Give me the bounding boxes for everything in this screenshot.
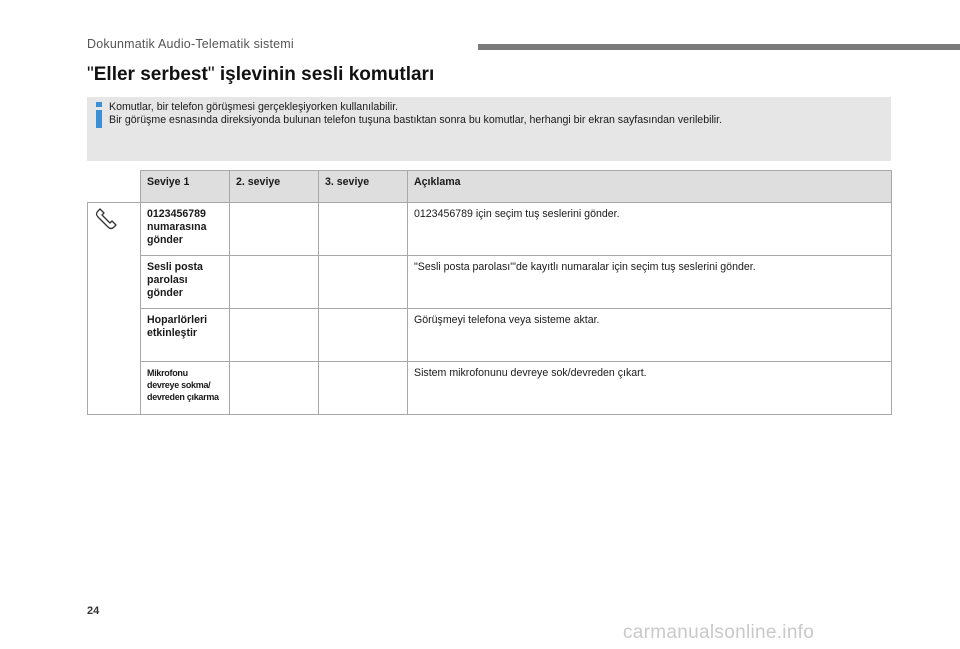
table-row: [88, 256, 892, 309]
table-header-blank: [88, 171, 141, 203]
phone-handset-icon: [94, 208, 120, 232]
row2-level1-line3: gönder: [147, 287, 183, 299]
table-row: [88, 203, 892, 256]
row2-level3: [319, 256, 408, 309]
phone-icon-cell: [88, 203, 141, 415]
info-line-1: Komutlar, bir telefon görüşmesi gerçekleşiyorken kullanılabilir.: [109, 101, 399, 113]
row4-level1-line3: devreden çıkarma: [147, 392, 219, 402]
row2-level2: [230, 256, 319, 309]
table-header-row: [88, 171, 892, 203]
row4-description: Sistem mikrofonunu devreye sok/devreden çıkart.: [408, 362, 892, 415]
row3-level3: [319, 309, 408, 362]
header-bar: [478, 44, 960, 50]
table-header-level1: Seviye 1: [141, 171, 230, 203]
info-box: [87, 97, 891, 161]
info-text: [109, 101, 722, 126]
row1-description: 0123456789 için seçim tuş seslerini gönder.: [408, 203, 892, 256]
table-header-level3: 3. seviye: [319, 171, 408, 203]
header-title: Dokunmatik Audio-Telematik sistemi: [87, 37, 294, 51]
page-number: 24: [87, 605, 100, 617]
table-row: [88, 362, 892, 415]
row2-level1: [141, 256, 230, 309]
row4-level1-line2: devreye sokma/: [147, 380, 211, 390]
info-icon: [92, 102, 106, 128]
row4-level3: [319, 362, 408, 415]
section-title: [87, 64, 434, 86]
row2-description: "Sesli posta parolası"'de kayıtlı numaralar için seçim tuş seslerini gönder.: [408, 256, 892, 309]
quote-open: ": [87, 64, 94, 85]
row3-level2: [230, 309, 319, 362]
table-row: [88, 309, 892, 362]
row4-level1: [141, 362, 230, 415]
row1-level1-line1: 0123456789: [147, 208, 206, 220]
row3-level1-line2: etkinleştir: [147, 327, 198, 339]
row1-level1: [141, 203, 230, 256]
section-title-main: Eller serbest: [93, 64, 208, 85]
row2-level1-line2: parolası: [147, 274, 188, 286]
row1-level2: [230, 203, 319, 256]
info-line-2: Bir görüşme esnasında direksiyonda bulunan telefon tuşuna bastıktan sonra bu komutlar, herhangi bir ekran sayfasından verilebilir.: [109, 113, 723, 126]
row2-level1-line1: Sesli posta: [147, 261, 203, 273]
watermark: carmanualsonline.info: [623, 622, 815, 643]
row4-level2: [230, 362, 319, 415]
row1-level1-line3: gönder: [147, 234, 183, 246]
quote-close: ": [207, 64, 215, 85]
section-title-rest: işlevinin sesli komutları: [214, 64, 435, 85]
row1-level1-line2: numarasına: [147, 221, 207, 233]
row3-description: Görüşmeyi telefona veya sisteme aktar.: [408, 309, 892, 362]
table-header-description: Açıklama: [408, 171, 892, 203]
table-header-level2: 2. seviye: [230, 171, 319, 203]
row3-level1: [141, 309, 230, 362]
voice-command-table: [87, 170, 892, 415]
row4-level1-line1: Mikrofonu: [147, 368, 188, 378]
row1-level3: [319, 203, 408, 256]
row3-level1-line1: Hoparlörleri: [147, 314, 208, 326]
